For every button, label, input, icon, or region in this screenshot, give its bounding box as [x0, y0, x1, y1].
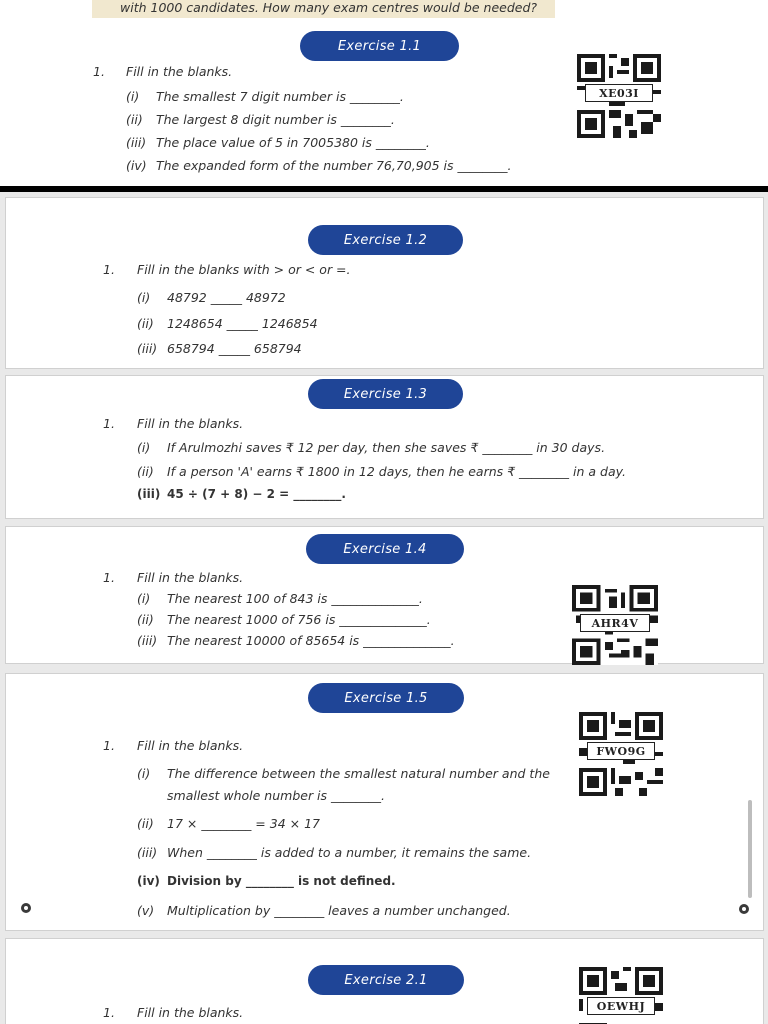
list-item: (v) Multiplication by ________ leaves a number unchanged.: [137, 903, 511, 918]
scrollbar[interactable]: [748, 800, 752, 898]
top-question-text: with 1000 candidates. How many exam centres would be needed?: [120, 0, 538, 15]
radio-dot-icon[interactable]: [21, 903, 31, 913]
list-item: (i) The nearest 100 of 843 is ______________.: [137, 591, 423, 606]
list-item: (ii) 17 × ________ = 34 × 17: [137, 816, 320, 831]
exercise-card-2-1: [5, 938, 764, 1024]
exercise-title-1-4: Exercise 1.4: [306, 534, 464, 564]
question-text: Fill in the blanks.: [137, 416, 244, 431]
exercise-card-1-3: [5, 375, 764, 519]
list-item: (iii) When ________ is added to a number, it remains the same.: [137, 845, 532, 860]
qr-code-label: AHR4V: [580, 614, 650, 632]
list-item: (iii) 658794 _____ 658794: [137, 341, 302, 356]
exercise-title-2-1: Exercise 2.1: [308, 965, 464, 995]
page-divider: [0, 186, 768, 192]
exercise-card-1-2: [5, 197, 764, 369]
list-item: (i) The difference between the smallest natural number and the: [137, 766, 550, 781]
list-item: (ii) 1248654 _____ 1246854: [137, 316, 318, 331]
question-number: 1.: [103, 416, 115, 431]
qr-code-label: XE03I: [585, 84, 653, 102]
list-item: (iii) 45 ÷ (7 + 8) − 2 = ________.: [137, 487, 346, 501]
exercise-title-1-2: Exercise 1.2: [308, 225, 463, 255]
question-number: 1.: [103, 1005, 115, 1020]
list-item: (ii) The nearest 1000 of 756 is ______________.: [137, 612, 431, 627]
list-item: (ii) The largest 8 digit number is ________.: [126, 112, 395, 127]
question-number: 1.: [103, 262, 115, 277]
radio-dot-icon[interactable]: [739, 904, 749, 914]
qr-code-icon[interactable]: [579, 712, 663, 796]
exercise-title-1-1: Exercise 1.1: [300, 31, 459, 61]
qr-code-icon[interactable]: [572, 585, 658, 665]
question-text: Fill in the blanks.: [137, 1005, 244, 1020]
exercise-title-1-3: Exercise 1.3: [308, 379, 463, 409]
list-item: (iii) The nearest 10000 of 85654 is ______________.: [137, 633, 455, 648]
list-item: (i) 48792 _____ 48972: [137, 290, 286, 305]
page-top: [0, 0, 768, 186]
list-item: (ii) If a person 'A' earns ₹ 1800 in 12 days, then he earns ₹ ________ in a day.: [137, 464, 627, 479]
exercise-card-1-4: [5, 526, 764, 664]
exercise-title-1-5: Exercise 1.5: [308, 683, 464, 713]
question-text: Fill in the blanks.: [137, 570, 244, 585]
list-item: (iv) The expanded form of the number 76,70,905 is ________.: [126, 158, 512, 173]
list-item-continuation: smallest whole number is ________.: [167, 788, 385, 803]
qr-code-icon[interactable]: [579, 967, 663, 1024]
question-text: Fill in the blanks with > or < or =.: [137, 262, 351, 277]
question-number: 1.: [103, 570, 115, 585]
question-text: Fill in the blanks.: [137, 738, 244, 753]
question-number: 1.: [93, 64, 105, 79]
question-number: 1.: [103, 738, 115, 753]
list-item: (i) If Arulmozhi saves ₹ 12 per day, then she saves ₹ ________ in 30 days.: [137, 440, 606, 455]
qr-code-label: FWO9G: [587, 742, 655, 760]
list-item: (iv) Division by ________ is not defined.: [137, 874, 396, 888]
list-item: (iii) The place value of 5 in 7005380 is ________.: [126, 135, 430, 150]
exercise-card-1-5: [5, 673, 764, 931]
qr-code-label: OEWHJ: [587, 997, 655, 1015]
question-text: Fill in the blanks.: [126, 64, 233, 79]
qr-code-icon[interactable]: [577, 54, 661, 138]
list-item: (i) The smallest 7 digit number is ________.: [126, 89, 404, 104]
